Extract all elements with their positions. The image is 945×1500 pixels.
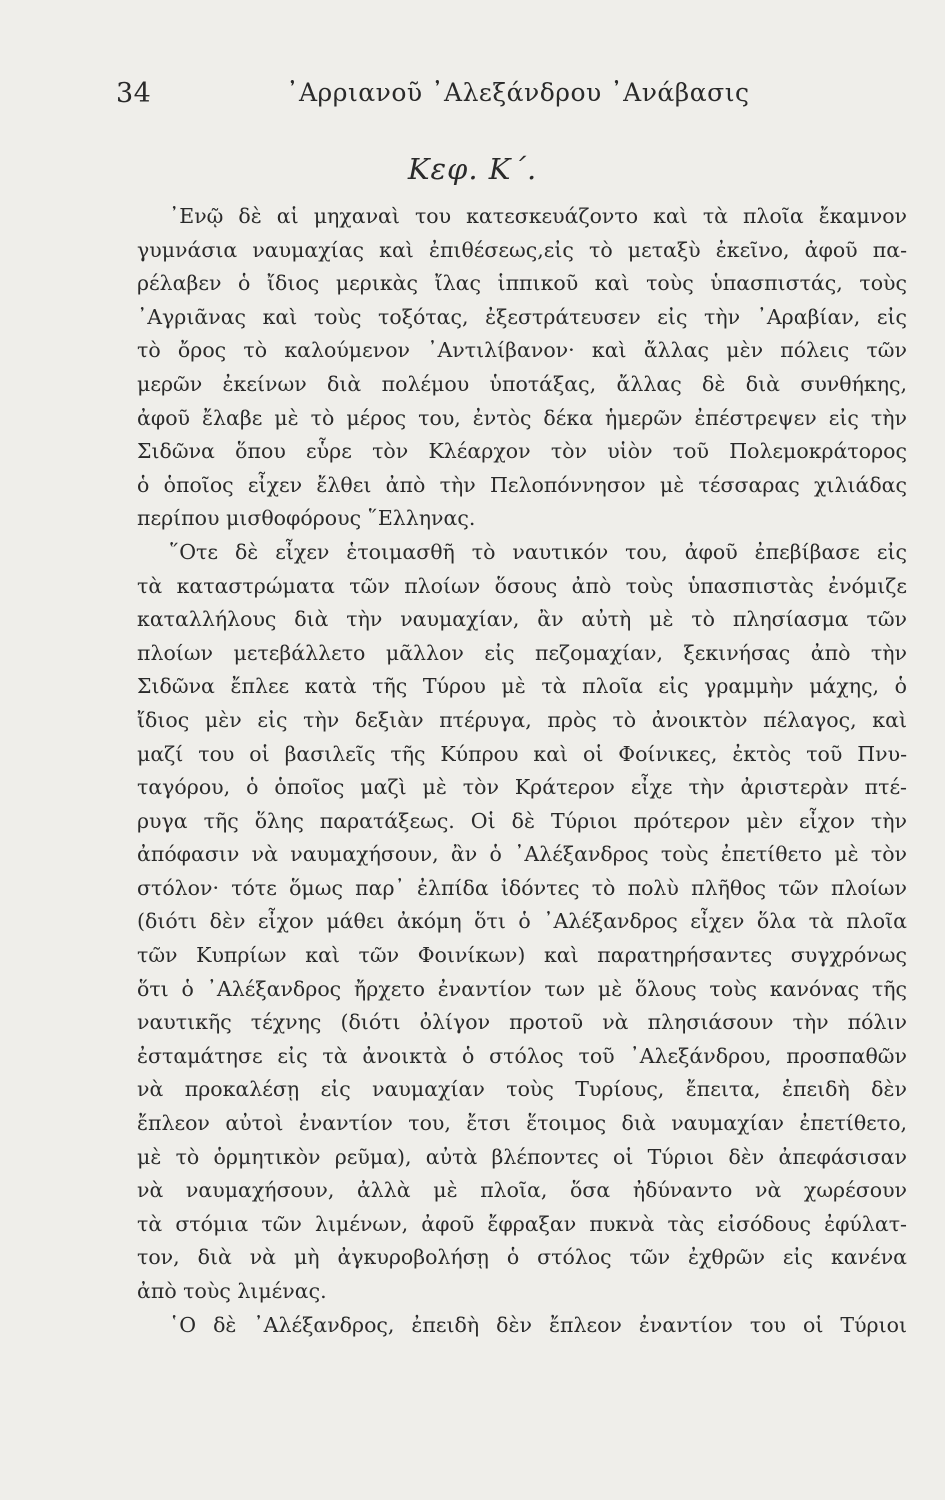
- text-line: ἴδιος μὲν εἰς τὴν δεξιὰν πτέρυγα, πρὸς τὸ ἀνοικτὸν πέλαγος, καὶ: [137, 707, 907, 732]
- text-line: τον, διὰ νὰ μὴ ἀγκυροβολήσῃ ὁ στόλος τῶν ἐχθρῶν εἰς κανένα: [137, 1245, 907, 1270]
- text-line: τῶν Κυπρίων καὶ τῶν Φοινίκων) καὶ παρατηρήσαντες συγχρόνως: [137, 943, 907, 968]
- text-line: ἀπόφασιν νὰ ναυμαχήσουν, ἂν ὁ ᾿Αλέξανδρος τοὺς ἐπετίθετο μὲ τὸν: [137, 842, 907, 867]
- running-title: ᾿Αρριανοῦ ᾿Αλεξάνδρου ᾿Ανάβασις: [286, 78, 750, 107]
- page-header: [116, 78, 836, 118]
- text-line: ἐσταμάτησε εἰς τὰ ἀνοικτὰ ὁ στόλος τοῦ ᾿Αλεξάνδρου, προσπαθῶν: [137, 1043, 907, 1068]
- text-line: ἀπὸ τοὺς λιμένας.: [137, 1279, 327, 1303]
- text-line: ᾿Ενῷ δὲ αἱ μηχαναὶ του κατεσκευάζοντο καὶ τὰ πλοῖα ἔκαμνον: [169, 204, 907, 228]
- text-line: τὸ ὄρος τὸ καλούμενον ᾿Αντιλίβανον· καὶ ἄλλας μὲν πόλεις τῶν: [137, 338, 907, 363]
- text-line: γυμνάσια ναυμαχίας καὶ ἐπιθέσεως,εἰς τὸ μεταξὺ ἐκεῖνο, ἀφοῦ πα-: [137, 237, 907, 262]
- text-line: Σιδῶνα ὅπου εὗρε τὸν Κλέαρχον τὸν υἱὸν τοῦ Πολεμοκράτορος: [137, 439, 907, 464]
- text-line: περίπου μισθοφόρους ῞Ελληνας.: [137, 506, 476, 531]
- text-line: (διότι δὲν εἶχον μάθει ἀκόμη ὅτι ὁ ᾿Αλέξανδρος εἶχεν ὅλα τὰ πλοῖα: [137, 909, 907, 934]
- text-line: ὁ ὁποῖος εἶχεν ἔλθει ἀπὸ τὴν Πελοπόννησον μὲ τέσσαρας χιλιάδας: [137, 472, 907, 497]
- text-line: νὰ προκαλέσῃ εἰς ναυμαχίαν τοὺς Τυρίους, ἔπειτα, ἐπειδὴ δὲν: [137, 1077, 907, 1102]
- text-line: νὰ ναυμαχήσουν, ἀλλὰ μὲ πλοῖα, ὅσα ἠδύναντο νὰ χωρέσουν: [137, 1178, 907, 1203]
- text-line: μερῶν ἐκείνων διὰ πολέμου ὑποτάξας, ἄλλας δὲ διὰ συνθήκης,: [137, 371, 907, 396]
- text-line: στόλον· τότε ὅμως παρ᾿ ἐλπίδα ἰδόντες τὸ πολὺ πλῆθος τῶν πλοίων: [137, 875, 907, 900]
- text-line: πλοίων μετεβάλλετο μᾶλλον εἰς πεζομαχίαν, ξεκινήσας ἀπὸ τὴν: [137, 640, 907, 665]
- text-line: ὅτι ὁ ᾿Αλέξανδρος ἤρχετο ἐναντίον των μὲ ὅλους τοὺς κανόνας τῆς: [137, 976, 907, 1001]
- body-text: [137, 200, 907, 1342]
- text-line: ναυτικῆς τέχνης (διότι ὀλίγον προτοῦ νὰ πλησιάσουν τὴν πόλιν: [137, 1010, 907, 1035]
- text-line: ταγόρου, ὁ ὁποῖος μαζὶ μὲ τὸν Κράτερον εἶχε τὴν ἀριστερὰν πτέ-: [137, 775, 907, 800]
- text-line: ρυγα τῆς ὅλης παρατάξεως. Οἱ δὲ Τύριοι πρότερον μὲν εἶχον τὴν: [137, 808, 907, 833]
- text-line: ἔπλεον αὐτοὶ ἐναντίον του, ἔτσι ἕτοιμος διὰ ναυμαχίαν ἐπετίθετο,: [137, 1111, 907, 1136]
- text-line: ῾Ο δὲ ᾿Αλέξανδρος, ἐπειδὴ δὲν ἔπλεον ἐναντίον του οἱ Τύριοι: [169, 1312, 907, 1337]
- text-line: ἀφοῦ ἔλαβε μὲ τὸ μέρος του, ἐντὸς δέκα ἡμερῶν ἐπέστρεψεν εἰς τὴν: [137, 405, 907, 430]
- text-line: μαζί του οἱ βασιλεῖς τῆς Κύπρου καὶ οἱ Φοίνικες, ἐκτὸς τοῦ Πνυ-: [137, 741, 907, 766]
- text-line: καταλλήλους διὰ τὴν ναυμαχίαν, ἂν αὐτὴ μὲ τὸ πλησίασμα τῶν: [137, 607, 907, 632]
- text-line: ῞Οτε δὲ εἶχεν ἑτοιμασθῆ τὸ ναυτικόν του, ἀφοῦ ἐπεβίβασε εἰς: [169, 539, 907, 564]
- page-number: 34: [116, 78, 152, 109]
- text-line: τὰ στόμια τῶν λιμένων, ἀφοῦ ἔφραξαν πυκνὰ τὰς εἰσόδους ἐφύλατ-: [137, 1211, 907, 1236]
- text-line: μὲ τὸ ὁρμητικὸν ρεῦμα), αὐτὰ βλέποντες οἱ Τύριοι δὲν ἀπεφάσισαν: [137, 1144, 907, 1169]
- text-line: Σιδῶνα ἔπλεε κατὰ τῆς Τύρου μὲ τὰ πλοῖα εἰς γραμμὴν μάχης, ὁ: [137, 674, 907, 699]
- chapter-title: Κεφ. Κ΄.: [407, 152, 538, 186]
- text-line: ρέλαβεν ὁ ἴδιος μερικὰς ἴλας ἱππικοῦ καὶ τοὺς ὑπασπιστάς, τοὺς: [137, 271, 907, 296]
- text-line: ᾿Αγριᾶνας καὶ τοὺς τοξότας, ἐξεστράτευσεν εἰς τὴν ᾿Αραβίαν, εἰς: [137, 304, 907, 329]
- text-line: τὰ καταστρώματα τῶν πλοίων ὅσους ἀπὸ τοὺς ὑπασπιστὰς ἐνόμιζε: [137, 573, 907, 598]
